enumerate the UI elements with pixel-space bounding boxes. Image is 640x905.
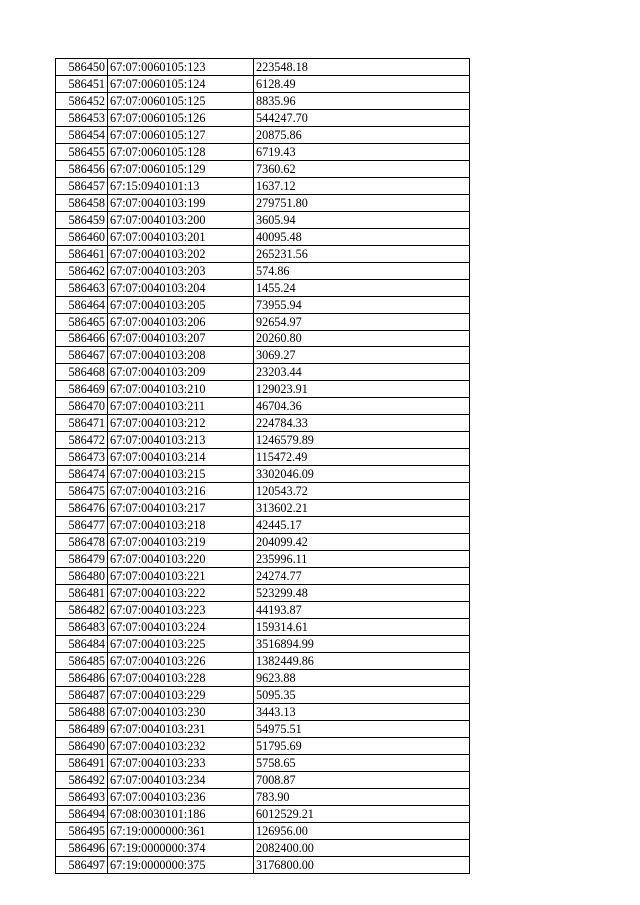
- cadastral-number-cell: 67:07:0040103:217: [108, 500, 254, 517]
- row-number-cell: 586490: [56, 737, 108, 754]
- row-number-cell: 586476: [56, 500, 108, 517]
- row-number-cell: 586456: [56, 160, 108, 177]
- value-cell: 20260.80: [254, 330, 470, 347]
- row-number-cell: 586480: [56, 568, 108, 585]
- cadastral-number-cell: 67:07:0040103:230: [108, 703, 254, 720]
- cadastral-value-table: [55, 58, 470, 874]
- row-number-cell: 586467: [56, 347, 108, 364]
- cadastral-number-cell: 67:15:0940101:13: [108, 177, 254, 194]
- row-number-cell: 586496: [56, 839, 108, 856]
- cadastral-number-cell: 67:07:0040103:216: [108, 483, 254, 500]
- table-row: [56, 245, 470, 262]
- table-row: [56, 415, 470, 432]
- row-number-cell: 586452: [56, 92, 108, 109]
- row-number-cell: 586482: [56, 602, 108, 619]
- cadastral-number-cell: 67:07:0040103:210: [108, 381, 254, 398]
- value-cell: 544247.70: [254, 109, 470, 126]
- table-row: [56, 534, 470, 551]
- table-row: [56, 551, 470, 568]
- table-row: [56, 517, 470, 534]
- row-number-cell: 586492: [56, 771, 108, 788]
- table-row: [56, 449, 470, 466]
- row-number-cell: 586463: [56, 279, 108, 296]
- row-number-cell: 586473: [56, 449, 108, 466]
- cadastral-number-cell: 67:07:0040103:224: [108, 618, 254, 635]
- table-row: [56, 228, 470, 245]
- table-row: [56, 703, 470, 720]
- table-row: [56, 635, 470, 652]
- cadastral-number-cell: 67:07:0040103:204: [108, 279, 254, 296]
- table-row: [56, 313, 470, 330]
- value-cell: 115472.49: [254, 449, 470, 466]
- value-cell: 42445.17: [254, 517, 470, 534]
- table-row: [56, 262, 470, 279]
- row-number-cell: 586466: [56, 330, 108, 347]
- value-cell: 523299.48: [254, 585, 470, 602]
- value-cell: 783.90: [254, 788, 470, 805]
- table-row: [56, 652, 470, 669]
- cadastral-number-cell: 67:07:0040103:218: [108, 517, 254, 534]
- value-cell: 6128.49: [254, 75, 470, 92]
- table-row: [56, 59, 470, 76]
- value-cell: 23203.44: [254, 364, 470, 381]
- table-row: [56, 432, 470, 449]
- value-cell: 2082400.00: [254, 839, 470, 856]
- table-row: [56, 669, 470, 686]
- value-cell: 6012529.21: [254, 805, 470, 822]
- row-number-cell: 586461: [56, 245, 108, 262]
- row-number-cell: 586494: [56, 805, 108, 822]
- value-cell: 223548.18: [254, 59, 470, 76]
- table-row: [56, 483, 470, 500]
- value-cell: 20875.86: [254, 126, 470, 143]
- cadastral-number-cell: 67:07:0040103:203: [108, 262, 254, 279]
- row-number-cell: 586454: [56, 126, 108, 143]
- cadastral-number-cell: 67:07:0040103:205: [108, 296, 254, 313]
- table-row: [56, 75, 470, 92]
- row-number-cell: 586468: [56, 364, 108, 381]
- cadastral-number-cell: 67:07:0040103:222: [108, 585, 254, 602]
- table-row: [56, 279, 470, 296]
- value-cell: 224784.33: [254, 415, 470, 432]
- row-number-cell: 586465: [56, 313, 108, 330]
- table-row: [56, 720, 470, 737]
- table-row: [56, 686, 470, 703]
- value-cell: 9623.88: [254, 669, 470, 686]
- cadastral-number-cell: 67:07:0040103:206: [108, 313, 254, 330]
- table-row: [56, 788, 470, 805]
- cadastral-number-cell: 67:07:0060105:125: [108, 92, 254, 109]
- cadastral-number-cell: 67:07:0040103:199: [108, 194, 254, 211]
- value-cell: 46704.36: [254, 398, 470, 415]
- cadastral-number-cell: 67:07:0040103:214: [108, 449, 254, 466]
- cadastral-number-cell: 67:07:0040103:202: [108, 245, 254, 262]
- row-number-cell: 586464: [56, 296, 108, 313]
- row-number-cell: 586488: [56, 703, 108, 720]
- table-row: [56, 364, 470, 381]
- row-number-cell: 586478: [56, 534, 108, 551]
- table-row: [56, 347, 470, 364]
- row-number-cell: 586491: [56, 754, 108, 771]
- table-body: [56, 59, 470, 874]
- value-cell: 92654.97: [254, 313, 470, 330]
- row-number-cell: 586475: [56, 483, 108, 500]
- cadastral-number-cell: 67:07:0040103:226: [108, 652, 254, 669]
- table-row: [56, 330, 470, 347]
- value-cell: 44193.87: [254, 602, 470, 619]
- value-cell: 313602.21: [254, 500, 470, 517]
- cadastral-number-cell: 67:07:0040103:207: [108, 330, 254, 347]
- cadastral-number-cell: 67:07:0040103:225: [108, 635, 254, 652]
- cadastral-number-cell: 67:19:0000000:361: [108, 822, 254, 839]
- cadastral-number-cell: 67:07:0040103:220: [108, 551, 254, 568]
- cadastral-number-cell: 67:07:0060105:129: [108, 160, 254, 177]
- value-cell: 129023.91: [254, 381, 470, 398]
- value-cell: 1382449.86: [254, 652, 470, 669]
- cadastral-number-cell: 67:07:0040103:229: [108, 686, 254, 703]
- table-row: [56, 143, 470, 160]
- cadastral-number-cell: 67:07:0040103:221: [108, 568, 254, 585]
- cadastral-number-cell: 67:08:0030101:186: [108, 805, 254, 822]
- table-row: [56, 737, 470, 754]
- value-cell: 7008.87: [254, 771, 470, 788]
- value-cell: 6719.43: [254, 143, 470, 160]
- row-number-cell: 586453: [56, 109, 108, 126]
- table-row: [56, 381, 470, 398]
- cadastral-number-cell: 67:07:0040103:208: [108, 347, 254, 364]
- value-cell: 265231.56: [254, 245, 470, 262]
- cadastral-number-cell: 67:19:0000000:374: [108, 839, 254, 856]
- cadastral-number-cell: 67:07:0040103:213: [108, 432, 254, 449]
- table-row: [56, 754, 470, 771]
- row-number-cell: 586483: [56, 618, 108, 635]
- cadastral-number-cell: 67:07:0040103:232: [108, 737, 254, 754]
- cadastral-number-cell: 67:07:0040103:200: [108, 211, 254, 228]
- cadastral-number-cell: 67:07:0040103:212: [108, 415, 254, 432]
- value-cell: 51795.69: [254, 737, 470, 754]
- cadastral-number-cell: 67:07:0040103:231: [108, 720, 254, 737]
- value-cell: 3605.94: [254, 211, 470, 228]
- row-number-cell: 586455: [56, 143, 108, 160]
- value-cell: 159314.61: [254, 618, 470, 635]
- row-number-cell: 586484: [56, 635, 108, 652]
- value-cell: 574.86: [254, 262, 470, 279]
- row-number-cell: 586495: [56, 822, 108, 839]
- cadastral-number-cell: 67:07:0040103:209: [108, 364, 254, 381]
- value-cell: 54975.51: [254, 720, 470, 737]
- value-cell: 235996.11: [254, 551, 470, 568]
- row-number-cell: 586472: [56, 432, 108, 449]
- value-cell: 204099.42: [254, 534, 470, 551]
- table-row: [56, 194, 470, 211]
- row-number-cell: 586493: [56, 788, 108, 805]
- row-number-cell: 586458: [56, 194, 108, 211]
- cadastral-number-cell: 67:07:0040103:234: [108, 771, 254, 788]
- table-row: [56, 177, 470, 194]
- row-number-cell: 586486: [56, 669, 108, 686]
- row-number-cell: 586474: [56, 466, 108, 483]
- cadastral-number-cell: 67:07:0040103:201: [108, 228, 254, 245]
- row-number-cell: 586497: [56, 856, 108, 873]
- value-cell: 120543.72: [254, 483, 470, 500]
- table-row: [56, 568, 470, 585]
- value-cell: 1455.24: [254, 279, 470, 296]
- cadastral-number-cell: 67:07:0060105:124: [108, 75, 254, 92]
- row-number-cell: 586459: [56, 211, 108, 228]
- cadastral-number-cell: 67:07:0040103:219: [108, 534, 254, 551]
- value-cell: 3516894.99: [254, 635, 470, 652]
- value-cell: 40095.48: [254, 228, 470, 245]
- cadastral-number-cell: 67:07:0040103:236: [108, 788, 254, 805]
- row-number-cell: 586477: [56, 517, 108, 534]
- table-row: [56, 466, 470, 483]
- row-number-cell: 586460: [56, 228, 108, 245]
- value-cell: 3443.13: [254, 703, 470, 720]
- cadastral-number-cell: 67:07:0040103:215: [108, 466, 254, 483]
- row-number-cell: 586485: [56, 652, 108, 669]
- table-row: [56, 618, 470, 635]
- table-row: [56, 398, 470, 415]
- row-number-cell: 586471: [56, 415, 108, 432]
- cadastral-number-cell: 67:07:0040103:228: [108, 669, 254, 686]
- table-row: [56, 109, 470, 126]
- table-row: [56, 92, 470, 109]
- table-row: [56, 126, 470, 143]
- table-row: [56, 805, 470, 822]
- cadastral-number-cell: 67:07:0040103:233: [108, 754, 254, 771]
- value-cell: 24274.77: [254, 568, 470, 585]
- table-row: [56, 296, 470, 313]
- value-cell: 1637.12: [254, 177, 470, 194]
- row-number-cell: 586469: [56, 381, 108, 398]
- cadastral-number-cell: 67:07:0060105:127: [108, 126, 254, 143]
- value-cell: 3302046.09: [254, 466, 470, 483]
- table-row: [56, 822, 470, 839]
- cadastral-number-cell: 67:07:0040103:211: [108, 398, 254, 415]
- value-cell: 5758.65: [254, 754, 470, 771]
- value-cell: 279751.80: [254, 194, 470, 211]
- table-row: [56, 500, 470, 517]
- value-cell: 5095.35: [254, 686, 470, 703]
- row-number-cell: 586462: [56, 262, 108, 279]
- table-row: [56, 602, 470, 619]
- row-number-cell: 586450: [56, 59, 108, 76]
- row-number-cell: 586451: [56, 75, 108, 92]
- value-cell: 3069.27: [254, 347, 470, 364]
- value-cell: 73955.94: [254, 296, 470, 313]
- table-row: [56, 585, 470, 602]
- value-cell: 126956.00: [254, 822, 470, 839]
- value-cell: 7360.62: [254, 160, 470, 177]
- cadastral-number-cell: 67:07:0060105:126: [108, 109, 254, 126]
- cadastral-number-cell: 67:07:0060105:128: [108, 143, 254, 160]
- value-cell: 3176800.00: [254, 856, 470, 873]
- row-number-cell: 586487: [56, 686, 108, 703]
- table-row: [56, 771, 470, 788]
- row-number-cell: 586470: [56, 398, 108, 415]
- value-cell: 1246579.89: [254, 432, 470, 449]
- table-row: [56, 839, 470, 856]
- row-number-cell: 586457: [56, 177, 108, 194]
- table-row: [56, 160, 470, 177]
- row-number-cell: 586479: [56, 551, 108, 568]
- table-row: [56, 211, 470, 228]
- row-number-cell: 586481: [56, 585, 108, 602]
- table-row: [56, 856, 470, 873]
- cadastral-number-cell: 67:19:0000000:375: [108, 856, 254, 873]
- row-number-cell: 586489: [56, 720, 108, 737]
- cadastral-number-cell: 67:07:0060105:123: [108, 59, 254, 76]
- cadastral-number-cell: 67:07:0040103:223: [108, 602, 254, 619]
- value-cell: 8835.96: [254, 92, 470, 109]
